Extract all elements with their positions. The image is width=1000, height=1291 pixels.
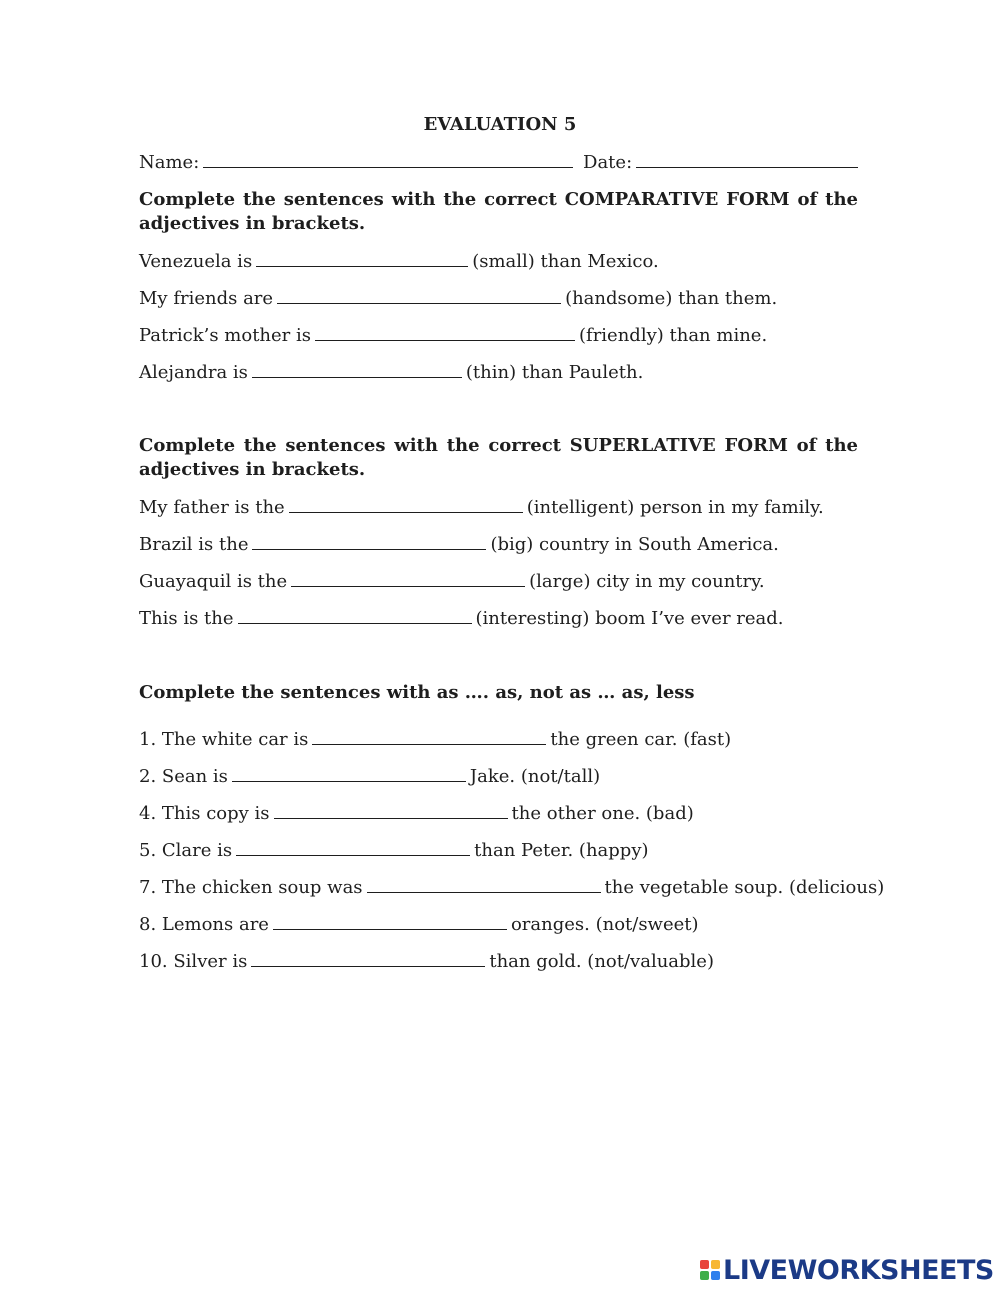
item-text: (thin) than Pauleth. [465, 362, 644, 383]
item-text: 4. This copy is [139, 803, 270, 824]
item-text: 7. The chicken soup was [139, 877, 363, 898]
answer-blank[interactable] [367, 877, 601, 893]
as-as-item-4 [139, 840, 649, 861]
item-text: 5. Clare is [139, 840, 233, 861]
answer-blank[interactable] [256, 251, 468, 267]
as-as-instruction: Complete the sentences with as …. as, not as … as, less [139, 682, 695, 703]
page-title: EVALUATION 5 [423, 114, 577, 135]
item-text: 10. Silver is [139, 951, 248, 972]
date-blank[interactable] [636, 152, 858, 168]
item-text: than gold. (not/valuable) [489, 951, 714, 972]
logo-blocks-icon [700, 1260, 720, 1280]
as-as-item-6 [139, 914, 699, 935]
answer-blank[interactable] [273, 914, 507, 930]
superlative-item-4 [139, 608, 784, 629]
item-text: Venezuela is [139, 251, 253, 272]
item-text: (friendly) than mine. [579, 325, 768, 346]
item-text: (big) country in South America. [490, 534, 779, 555]
comparative-item-4 [139, 362, 643, 383]
logo-text: LIVEWORKSHEETS [723, 1254, 994, 1286]
item-text: My father is the [139, 497, 285, 518]
superlative-item-3 [139, 571, 765, 592]
name-blank[interactable] [203, 152, 573, 168]
date-label: Date: [583, 152, 633, 173]
item-text: Alejandra is [139, 362, 248, 383]
answer-blank[interactable] [312, 729, 546, 745]
answer-blank[interactable] [315, 325, 575, 341]
name-label: Name: [139, 152, 200, 173]
item-text: than Peter. (happy) [474, 840, 649, 861]
item-text: (small) than Mexico. [472, 251, 659, 272]
superlative-item-2 [139, 534, 779, 555]
as-as-item-3 [139, 803, 694, 824]
item-text: 8. Lemons are [139, 914, 269, 935]
item-text: Jake. (not/tall) [469, 766, 601, 787]
liveworksheets-logo [700, 1256, 994, 1284]
answer-blank[interactable] [252, 534, 486, 550]
item-text: the vegetable soup. (delicious) [604, 877, 885, 898]
item-text: 2. Sean is [139, 766, 228, 787]
item-text: Brazil is the [139, 534, 249, 555]
answer-blank[interactable] [289, 497, 523, 513]
name-date-row [139, 152, 862, 173]
item-text: This is the [139, 608, 234, 629]
answer-blank[interactable] [277, 288, 561, 304]
answer-blank[interactable] [232, 766, 466, 782]
as-as-item-7 [139, 951, 714, 972]
answer-blank[interactable] [274, 803, 508, 819]
comparative-item-1 [139, 251, 659, 272]
item-text: (interesting) boom I’ve ever read. [475, 608, 784, 629]
as-as-item-2 [139, 766, 600, 787]
answer-blank[interactable] [252, 362, 462, 378]
as-as-item-1 [139, 729, 731, 750]
item-text: (handsome) than them. [565, 288, 778, 309]
item-text: 1. The white car is [139, 729, 309, 750]
item-text: Patrick’s mother is [139, 325, 312, 346]
item-text: oranges. (not/sweet) [510, 914, 699, 935]
answer-blank[interactable] [238, 608, 472, 624]
answer-blank[interactable] [291, 571, 525, 587]
item-text: (large) city in my country. [529, 571, 765, 592]
item-text: the other one. (bad) [511, 803, 694, 824]
answer-blank[interactable] [251, 951, 485, 967]
item-text: My friends are [139, 288, 274, 309]
comparative-item-3 [139, 325, 767, 346]
superlative-item-1 [139, 497, 824, 518]
item-text: Guayaquil is the [139, 571, 288, 592]
comparative-item-2 [139, 288, 777, 309]
comparative-instruction: Complete the sentences with the correct COMPARATIVE FORM of the adjectives in brackets. [139, 189, 858, 234]
item-text: (intelligent) person in my family. [526, 497, 824, 518]
as-as-item-5 [139, 877, 884, 898]
superlative-instruction: Complete the sentences with the correct SUPERLATIVE FORM of the adjectives in brackets. [139, 435, 858, 480]
answer-blank[interactable] [236, 840, 470, 856]
item-text: the green car. (fast) [550, 729, 732, 750]
